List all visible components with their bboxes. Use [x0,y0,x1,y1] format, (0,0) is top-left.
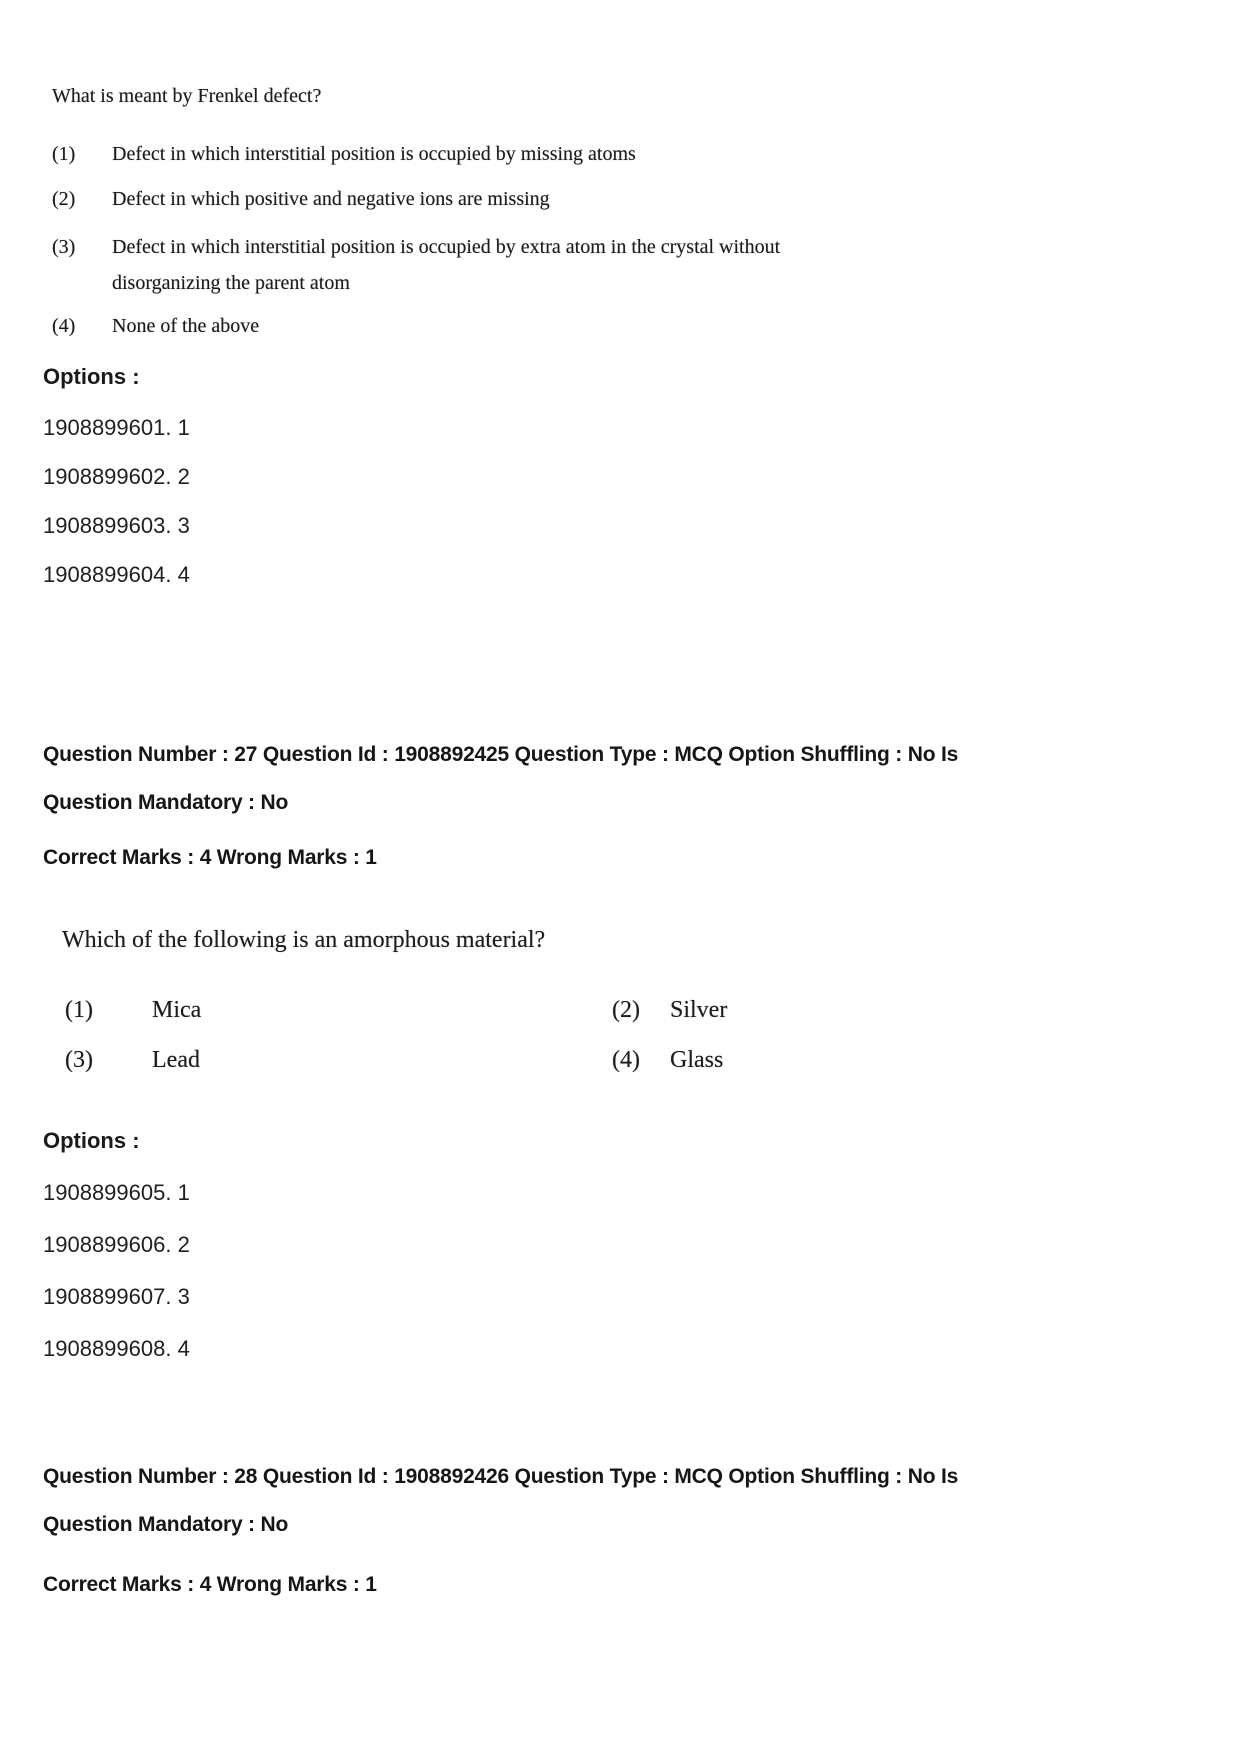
choice-row [52,184,912,214]
choice-number: (4) [52,315,76,337]
choice-text: Silver [670,997,728,1023]
choice-text: Mica [152,997,202,1023]
question-28-marks: Correct Marks : 4 Wrong Marks : 1 [43,1573,377,1596]
choice-text: Defect in which interstitial position is occupied by missing atoms [112,143,636,165]
option-id: 1908899607. 3 [43,1284,190,1309]
choice-row [52,229,912,301]
question-26-text: What is meant by Frenkel defect? [52,85,322,107]
meta-line-2: Question Mandatory : No [43,791,289,814]
choice-number: (1) [65,997,93,1023]
choice-number: (3) [65,1047,93,1073]
option-id: 1908899603. 3 [43,513,190,538]
choice-number: (2) [52,188,76,210]
options-id-list [43,1178,190,1386]
choice-number: (3) [52,236,76,258]
options-heading: Options : [43,1128,140,1153]
question-28-meta [43,1453,1203,1549]
choice-text: None of the above [112,315,260,337]
options-id-list [43,413,190,609]
choice-row [65,995,1165,1025]
choice-text: Defect in which interstitial position is occupied by extra atom in the crystal without disorganizing the parent atom [112,236,781,294]
question-27-choices [65,995,1165,1095]
question-27-text: Which of the following is an amorphous material? [62,927,546,953]
options-heading: Options : [43,364,140,389]
option-id: 1908899601. 1 [43,415,190,440]
meta-line-1: Question Number : 27 Question Id : 1908892425 Question Type : MCQ Option Shuffling : No Is [43,743,959,766]
meta-line-1: Question Number : 28 Question Id : 1908892426 Question Type : MCQ Option Shuffling : No Is [43,1465,959,1488]
option-id: 1908899605. 1 [43,1180,190,1205]
choice-text: Glass [670,1047,724,1073]
choice-number: (4) [612,1047,640,1073]
question-27-marks: Correct Marks : 4 Wrong Marks : 1 [43,846,377,869]
option-id: 1908899604. 4 [43,562,190,587]
choice-row [65,1045,1165,1075]
choice-text: Lead [152,1047,200,1073]
choice-text: Defect in which positive and negative ions are missing [112,188,550,210]
option-id: 1908899606. 2 [43,1232,190,1257]
choice-number: (1) [52,143,76,165]
option-id: 1908899602. 2 [43,464,190,489]
choice-number: (2) [612,997,640,1023]
option-id: 1908899608. 4 [43,1336,190,1361]
question-26-choices [52,139,912,356]
choice-row [52,311,912,341]
choice-row [52,139,912,169]
meta-line-2: Question Mandatory : No [43,1513,289,1536]
question-27-meta [43,731,1203,827]
